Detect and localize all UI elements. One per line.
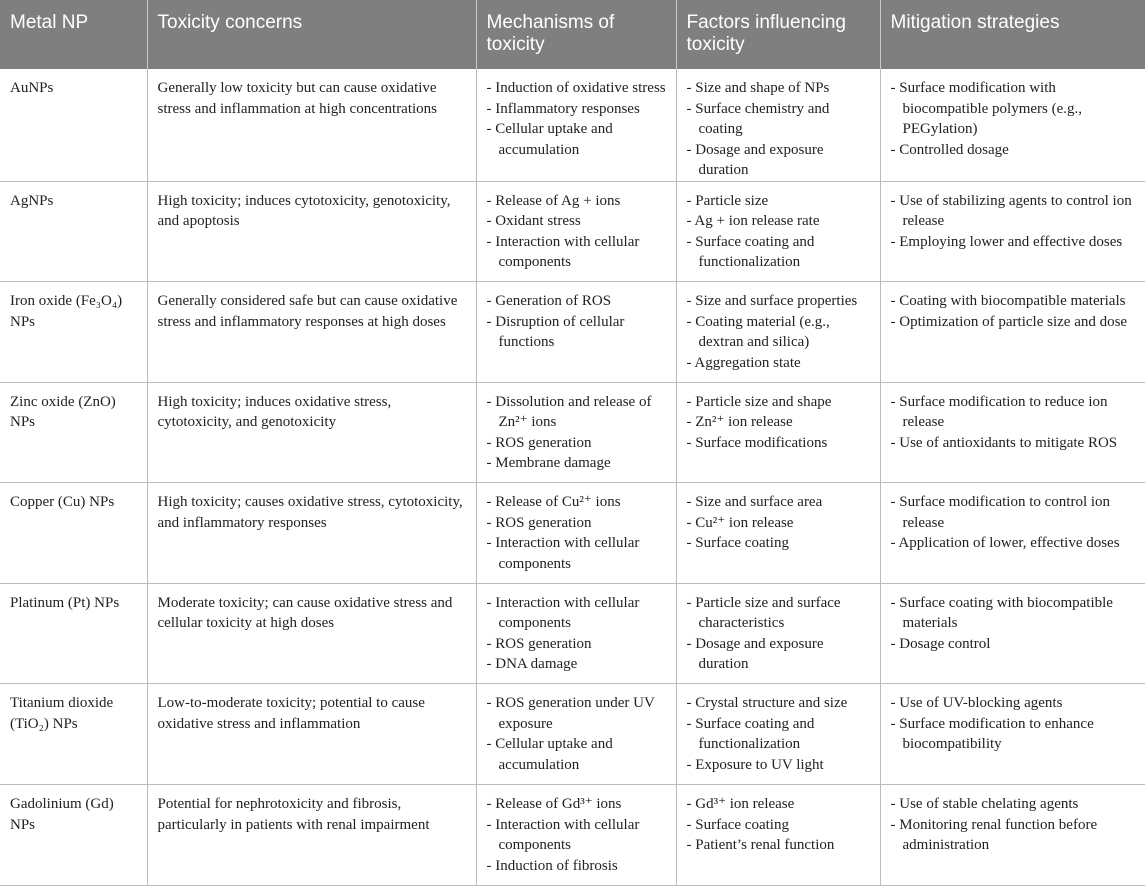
list-item: - Generation of ROS — [487, 291, 667, 312]
bullet-list — [687, 291, 871, 373]
cell-toxicity-concerns: High toxicity; induces oxidative stress, cytotoxicity, and genotoxicity — [147, 382, 476, 483]
table-row — [0, 181, 1145, 282]
header-toxicity-concerns: Toxicity concerns — [147, 0, 476, 69]
list-item: - Patient’s renal function — [687, 835, 871, 856]
cell-mitigation — [880, 282, 1145, 383]
cell-metal-np: AuNPs — [0, 69, 147, 181]
list-item: - Interaction with cellular components — [487, 815, 667, 856]
cell-factors — [676, 69, 880, 181]
list-item: - Inflammatory responses — [487, 99, 667, 120]
cell-mechanisms — [476, 282, 676, 383]
list-item: - Dosage and exposure duration — [687, 634, 871, 675]
cell-metal-np: Titanium dioxide (TiO₂) NPs — [0, 684, 147, 785]
bullet-list — [687, 593, 871, 675]
cell-factors — [676, 382, 880, 483]
bullet-list — [487, 291, 667, 353]
list-item: - Use of antioxidants to mitigate ROS — [891, 433, 1137, 454]
cell-toxicity-concerns: Generally considered safe but can cause oxidative stress and inflammatory responses at high doses — [147, 282, 476, 383]
cell-mechanisms — [476, 684, 676, 785]
bullet-list — [891, 291, 1137, 332]
list-item: - Dissolution and release of Zn²⁺ ions — [487, 392, 667, 433]
list-item: - Surface modification to enhance biocompatibility — [891, 714, 1137, 755]
bullet-list — [687, 492, 871, 554]
cell-metal-np: Platinum (Pt) NPs — [0, 583, 147, 684]
cell-mechanisms — [476, 382, 676, 483]
list-item: - Cellular uptake and accumulation — [487, 734, 667, 775]
cell-mitigation — [880, 382, 1145, 483]
table-header — [0, 0, 1145, 69]
list-item: - Dosage and exposure duration — [687, 140, 871, 181]
list-item: - Size and surface area — [687, 492, 871, 513]
bullet-list — [891, 794, 1137, 856]
header-metal-np: Metal NP — [0, 0, 147, 69]
bullet-list — [687, 191, 871, 273]
list-item: - Surface modification to control ion release — [891, 492, 1137, 533]
list-item: - Release of Ag + ions — [487, 191, 667, 212]
list-item: - Use of stable chelating agents — [891, 794, 1137, 815]
header-mechanisms: Mechanisms of toxicity — [476, 0, 676, 69]
bullet-list — [891, 191, 1137, 253]
table-row — [0, 69, 1145, 181]
cell-toxicity-concerns: Low-to-moderate toxicity; potential to cause oxidative stress and inflammation — [147, 684, 476, 785]
cell-mechanisms — [476, 483, 676, 584]
bullet-list — [891, 693, 1137, 755]
list-item: - Particle size and surface characteristics — [687, 593, 871, 634]
list-item: - Application of lower, effective doses — [891, 533, 1137, 554]
table-row — [0, 282, 1145, 383]
list-item: - Particle size — [687, 191, 871, 212]
list-item: - Ag + ion release rate — [687, 211, 871, 232]
cell-factors — [676, 483, 880, 584]
list-item: - Surface modifications — [687, 433, 871, 454]
list-item: - Surface modification with biocompatible polymers (e.g., PEGylation) — [891, 78, 1137, 140]
list-item: - Employing lower and effective doses — [891, 232, 1137, 253]
list-item: - ROS generation — [487, 433, 667, 454]
bullet-list — [891, 593, 1137, 655]
cell-metal-np: AgNPs — [0, 181, 147, 282]
bullet-list — [487, 492, 667, 574]
cell-factors — [676, 282, 880, 383]
list-item: - Dosage control — [891, 634, 1137, 655]
cell-factors — [676, 583, 880, 684]
cell-metal-np: Iron oxide (Fe₃O₄) NPs — [0, 282, 147, 383]
list-item: - Disruption of cellular functions — [487, 312, 667, 353]
cell-mitigation — [880, 69, 1145, 181]
list-item: - Size and shape of NPs — [687, 78, 871, 99]
list-item: - Particle size and shape — [687, 392, 871, 413]
header-row — [0, 0, 1145, 69]
list-item: - ROS generation — [487, 513, 667, 534]
cell-factors — [676, 181, 880, 282]
list-item: - Surface coating — [687, 815, 871, 836]
bullet-list — [487, 78, 667, 160]
list-item: - Surface modification to reduce ion release — [891, 392, 1137, 433]
cell-toxicity-concerns: Potential for nephrotoxicity and fibrosis, particularly in patients with renal impairment — [147, 785, 476, 886]
list-item: - Crystal structure and size — [687, 693, 871, 714]
bullet-list — [487, 392, 667, 474]
list-item: - Zn²⁺ ion release — [687, 412, 871, 433]
list-item: - Surface coating — [687, 533, 871, 554]
header-mitigation: Mitigation strategies — [880, 0, 1145, 69]
cell-mitigation — [880, 583, 1145, 684]
cell-factors — [676, 684, 880, 785]
bullet-list — [487, 593, 667, 675]
cell-toxicity-concerns: High toxicity; causes oxidative stress, cytotoxicity, and inflammatory responses — [147, 483, 476, 584]
cell-mechanisms — [476, 181, 676, 282]
cell-mitigation — [880, 483, 1145, 584]
list-item: - Membrane damage — [487, 453, 667, 474]
cell-toxicity-concerns: Moderate toxicity; can cause oxidative stress and cellular toxicity at high doses — [147, 583, 476, 684]
list-item: - Surface coating with biocompatible materials — [891, 593, 1137, 634]
list-item: - Release of Cu²⁺ ions — [487, 492, 667, 513]
cell-factors — [676, 785, 880, 886]
list-item: - Gd³⁺ ion release — [687, 794, 871, 815]
list-item: - Size and surface properties — [687, 291, 871, 312]
cell-toxicity-concerns: Generally low toxicity but can cause oxidative stress and inflammation at high concentrations — [147, 69, 476, 181]
bullet-list — [487, 794, 667, 876]
list-item: - Aggregation state — [687, 353, 871, 374]
cell-mechanisms — [476, 785, 676, 886]
table-row — [0, 684, 1145, 785]
cell-mechanisms — [476, 69, 676, 181]
cell-mitigation — [880, 785, 1145, 886]
list-item: - DNA damage — [487, 654, 667, 675]
cell-mechanisms — [476, 583, 676, 684]
list-item: - Oxidant stress — [487, 211, 667, 232]
table-row — [0, 382, 1145, 483]
table-body — [0, 69, 1145, 885]
list-item: - Use of UV-blocking agents — [891, 693, 1137, 714]
table-row — [0, 785, 1145, 886]
list-item: - Induction of fibrosis — [487, 856, 667, 877]
list-item: - ROS generation under UV exposure — [487, 693, 667, 734]
list-item: - Monitoring renal function before administration — [891, 815, 1137, 856]
list-item: - Interaction with cellular components — [487, 533, 667, 574]
list-item: - Induction of oxidative stress — [487, 78, 667, 99]
bullet-list — [687, 794, 871, 856]
list-item: - Controlled dosage — [891, 140, 1137, 161]
list-item: - Interaction with cellular components — [487, 232, 667, 273]
bullet-list — [687, 78, 871, 181]
bullet-list — [891, 392, 1137, 454]
list-item: - Surface chemistry and coating — [687, 99, 871, 140]
list-item: - Exposure to UV light — [687, 755, 871, 776]
list-item: - Cellular uptake and accumulation — [487, 119, 667, 160]
bullet-list — [891, 78, 1137, 160]
cell-mitigation — [880, 684, 1145, 785]
list-item: - Interaction with cellular components — [487, 593, 667, 634]
list-item: - Surface coating and functionalization — [687, 232, 871, 273]
bullet-list — [487, 693, 667, 775]
cell-toxicity-concerns: High toxicity; induces cytotoxicity, genotoxicity, and apoptosis — [147, 181, 476, 282]
table-row — [0, 583, 1145, 684]
list-item: - Coating material (e.g., dextran and silica) — [687, 312, 871, 353]
cell-metal-np: Gadolinium (Gd) NPs — [0, 785, 147, 886]
bullet-list — [687, 392, 871, 454]
bullet-list — [891, 492, 1137, 554]
bullet-list — [687, 693, 871, 775]
list-item: - Coating with biocompatible materials — [891, 291, 1137, 312]
list-item: - Optimization of particle size and dose — [891, 312, 1137, 333]
table-row — [0, 483, 1145, 584]
cell-metal-np: Copper (Cu) NPs — [0, 483, 147, 584]
cell-metal-np: Zinc oxide (ZnO) NPs — [0, 382, 147, 483]
bullet-list — [487, 191, 667, 273]
list-item: - Surface coating and functionalization — [687, 714, 871, 755]
header-factors: Factors influencing toxicity — [676, 0, 880, 69]
list-item: - ROS generation — [487, 634, 667, 655]
cell-mitigation — [880, 181, 1145, 282]
list-item: - Release of Gd³⁺ ions — [487, 794, 667, 815]
list-item: - Use of stabilizing agents to control ion release — [891, 191, 1137, 232]
list-item: - Cu²⁺ ion release — [687, 513, 871, 534]
